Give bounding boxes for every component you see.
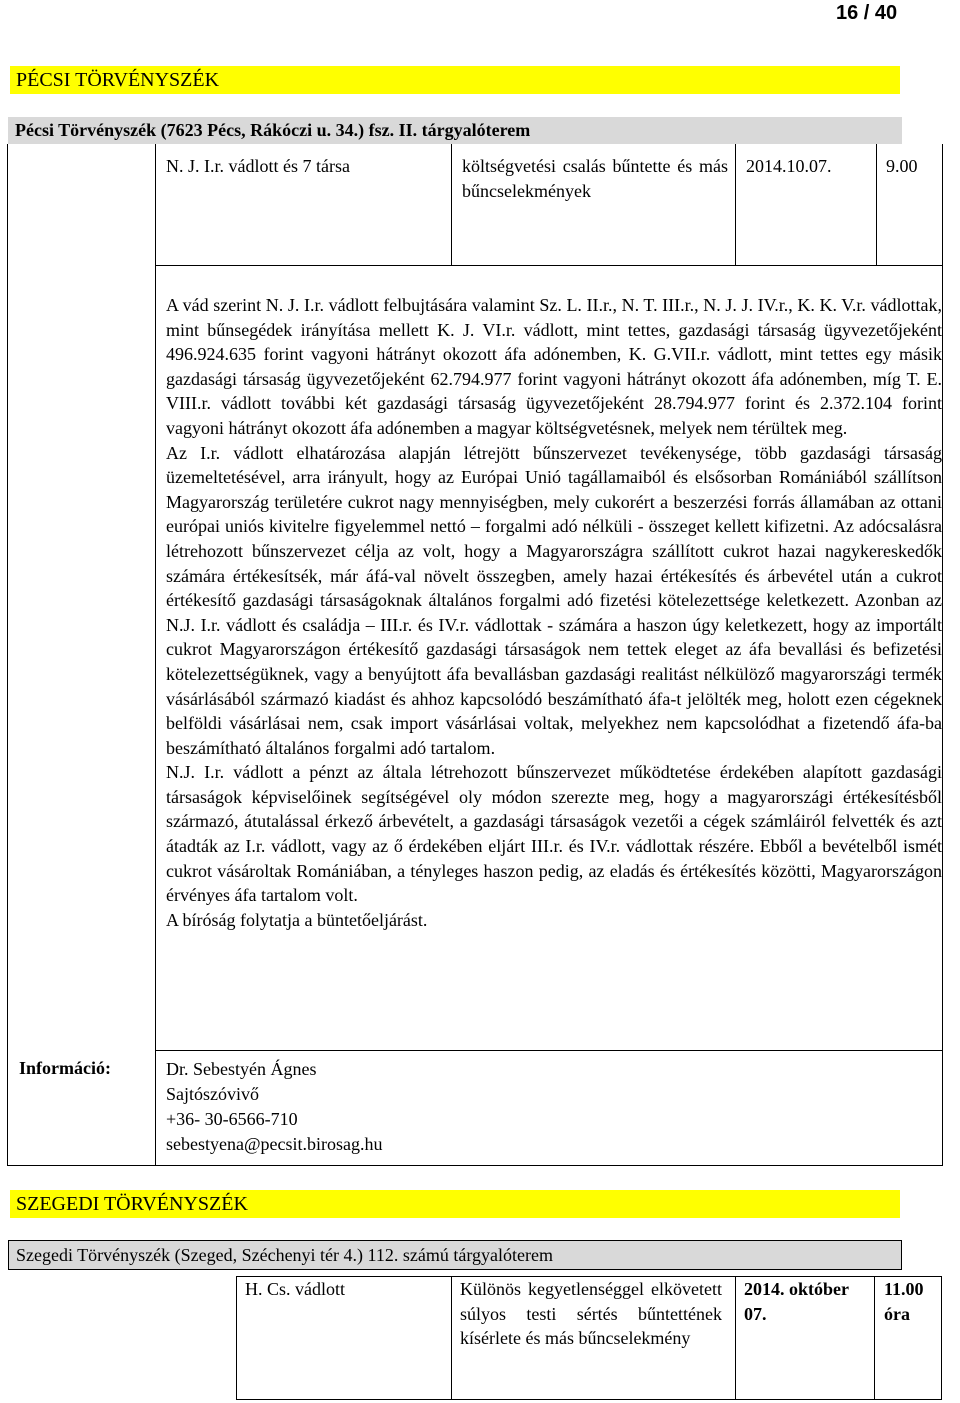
- case-col-sep-2: [735, 144, 736, 266]
- description-paragraph: Az I.r. vádlott elhatározása alapján létrejött bűnszervezet tevékenysége, több gazdasági társaság üzemeltetésével, arra irányult, hogy az Európai Unió tagállamaiból és elsősorban Romániából szállítson Magyarország területére cukrot nagy mennyiségben, mely cukorért a beszerzési forrás államában az ottani európai uniós kivitelre figyelemmel nettó – forgalmi adó nélküli - összeget kellett kifizetni. Az adócsalásra létrehozott bűnszervezet célja az volt, hogy a Magyarországra szállított cukrot hazai nagykereskedők számára értékesítsék, már áfá-val növelt összegben, amely hazai értékesítés és árbevétel után a cukrot értékesítő gazdasági társaságoknak általános forgalmi adó fizetési kötelezettsége keletkezett. Azonban az N.J. I.r. vádlott és családja – III.r. és IV.r. vádlottak - számára a haszon úgy keletkezett, hogy az importált cukrot Magyarországon értékesítő gazdasági társaságok nem tettek eleget az áfa bevallási és befizetési kötelezettségüknek, vagy a benyújtott áfa bevallásban gazdasági realitást nélkülöző magyarországi termék vásárlásából származó kiadást és ahhoz kapcsolódó beszámítható áfa-t jelölték meg, holott ezen cégeknek belföldi vásárlásai nem, csak import vásárlásai voltak, melyekhez nem kapcsolódhat a fizetendő áfa-ba beszámítható általános forgalmi adó tartalom.: [166, 442, 942, 758]
- description-paragraph: A vád szerint N. J. I.r. vádlott felbujtására valamint Sz. L. II.r., N. T. III.r., N. J. J. IV.r., K. K. V.r. vádlottak, mint bűnsegédek irányítása mellett K. J. VI.r. vádlott, mint tettes, gazdasági társaság ügyvezetőjeként 496.924.635 forint vagyoni hátrányt okozott áfa adónemben, K. G.VII.r. vádlott, mint tettes egy másik gazdasági társaság ügyvezetőjeként 62.794.977 forint vagyoni hátrányt okozott áfa adónemben, míg T. E. VIII.r. vádlott további két gazdasági társaság ügyvezetőjeként 28.794.977 forint és 2.372.104 forint vagyoni hátrányt okozott áfa adónemben a magyar költségvetésnek, melyek nem térültek meg.: [166, 295, 942, 438]
- case-col-sep-3: [876, 144, 877, 266]
- location-bar-szeged: Szegedi Törvényszék (Szeged, Széchenyi tér 4.) 112. számú tárgyalóterem: [8, 1240, 902, 1270]
- case-defendant: N. J. I.r. vádlott és 7 társa: [166, 156, 350, 176]
- case-date: 2014.10.07.: [746, 156, 832, 176]
- case-time: 11.00 óra: [884, 1279, 924, 1324]
- court-heading-szeged: SZEGEDI TÖRVÉNYSZÉK: [10, 1190, 900, 1218]
- info-label: Információ:: [19, 1058, 111, 1078]
- contact-name: Dr. Sebestyén Ágnes: [166, 1059, 317, 1079]
- szeged-border-bottom: [236, 1399, 942, 1400]
- court-heading-pecs: PÉCSI TÖRVÉNYSZÉK: [10, 66, 900, 94]
- description-paragraph: A bíróság folytatja a büntetőeljárást.: [166, 909, 428, 930]
- contact-phone: +36- 30-6566-710: [166, 1109, 298, 1129]
- case-charge: költségvetési csalás bűntette és más bűncselekmények: [462, 156, 728, 201]
- contact-email[interactable]: sebestyena@pecsit.birosag.hu: [166, 1134, 383, 1154]
- description-paragraph: N.J. I.r. vádlott a pénzt az általa létrehozott bűnszervezet működtetése érdekében alapított gazdasági társaságok képviselőinek segítségével oly módon szerezte meg, hogy a magyarországi értékesítésből származó, átutalással érkező árbevételt, a gazdasági társaságok vezetői a cégek számláiról felvették és azt átadták az I.r. vádlott, vagy az ő érdekében eljárt III.r. és IV.r. vádlottak részére. Ebből a bevételből ismét cukrot vásároltak Romániában, a tényleges haszon pedig, az eladás és értékesítés közötti, Magyarországon érvényes áfa tartalom volt.: [166, 762, 942, 906]
- contact-role: Sajtószóvivő: [166, 1084, 259, 1104]
- szeged-border-right: [941, 1276, 942, 1400]
- szeged-col-sep-1: [451, 1276, 452, 1400]
- case-date: 2014. október 07.: [744, 1279, 849, 1324]
- case-description: [166, 293, 942, 932]
- szeged-col-sep-3: [874, 1276, 875, 1400]
- szeged-col-sep-2: [735, 1276, 736, 1400]
- case-time: 9.00: [886, 156, 918, 176]
- table-border-left: [7, 144, 8, 1166]
- case-row-bottom: [155, 265, 943, 266]
- location-bar-pecs: Pécsi Törvényszék (7623 Pécs, Rákóczi u. 34.) fsz. II. tárgyalóterem: [8, 117, 902, 144]
- case-defendant: H. Cs. vádlott: [245, 1279, 346, 1299]
- contact-block: [166, 1057, 383, 1157]
- case-charge: Különös kegyetlenséggel elkövetett súlyos testi sértés bűntettének kísérlete és más bűncselekmény: [460, 1279, 722, 1348]
- szeged-border-left: [236, 1276, 237, 1400]
- table-border-right: [942, 144, 943, 1166]
- table-border-bottom: [7, 1165, 943, 1166]
- case-col-sep-1: [451, 144, 452, 266]
- page-number: 16 / 40: [836, 2, 898, 24]
- table-border-label-column: [155, 144, 156, 1166]
- table-border-info-top: [155, 1050, 943, 1051]
